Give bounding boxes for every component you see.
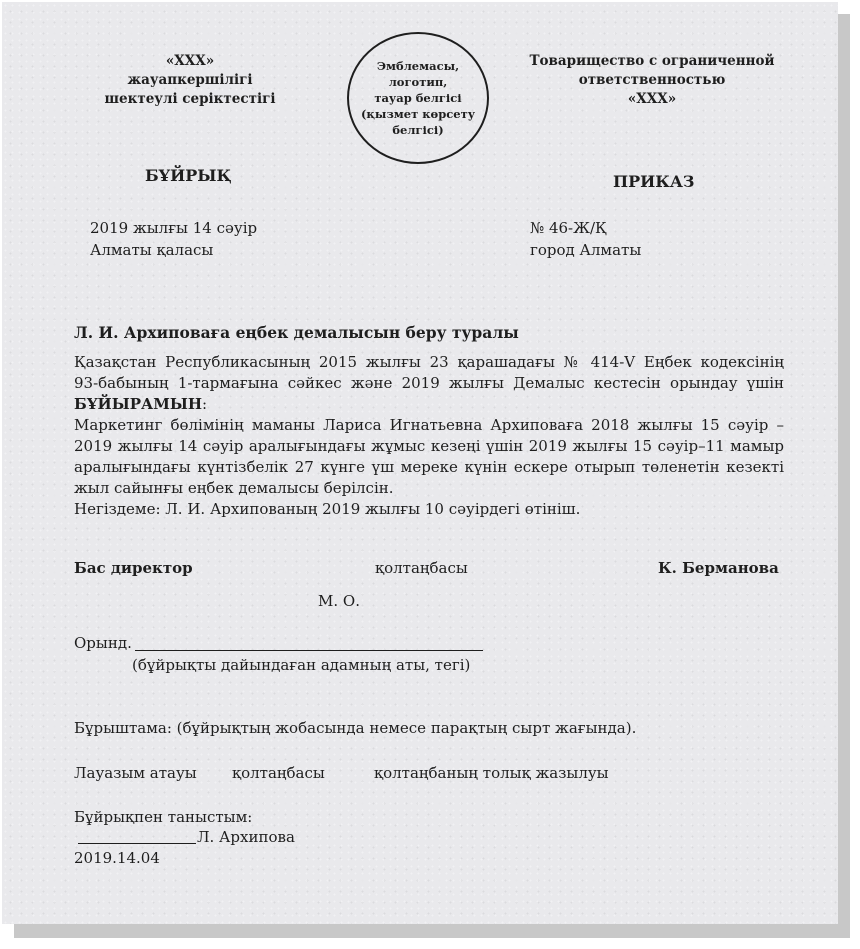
body-line: Маркетинг бөлімінің маманы Лариса Игнатьевна Архиповаға 2018 жылғы 15 сәуір – <box>74 416 784 434</box>
signature-placeholder: қолтаңбасы <box>375 559 468 577</box>
company-name-ru-line: «XXX» <box>627 91 677 107</box>
visa-col-fullname: қолтаңбаның толық жазылуы <box>374 764 609 782</box>
company-name-kz-line: «XXX» <box>165 53 215 69</box>
executor-caption: (бұйрықты дайындаған адамның аты, тегі) <box>132 656 471 674</box>
company-name-ru-line: ответственностью <box>578 72 726 88</box>
visa-col-signature: қолтаңбасы <box>232 764 325 782</box>
body-line: Қазақстан Республикасының 2015 жылғы 23 қарашадағы № 414-V Еңбек кодексінің <box>74 353 784 371</box>
emblem-line: логотип, <box>388 75 448 89</box>
order-basis: Негіздеме: Л. И. Архипованың 2019 жылғы 10 сәуірдегі өтініш. <box>74 500 581 518</box>
ack-date: 2019.14.04 <box>74 849 160 867</box>
signer-position: Бас директор <box>74 559 193 577</box>
company-name-kz-line: жауапкершілігі <box>127 72 253 88</box>
visa-text: Бұрыштама: (бұйрықтың жобасында немесе парақтың сырт жағында). <box>74 719 637 737</box>
stamp-place: М. О. <box>318 592 360 610</box>
body-line: аралығындағы күнтізбелік 27 күнге үш мереке күнін ескере отырып төленетін кезекті <box>74 458 784 476</box>
ack-signature-line <box>78 830 196 844</box>
body-line: 2019 жылғы 14 сәуір аралығындағы жұмыс кезеңі үшін 2019 жылғы 15 сәуір–11 мамыр <box>74 437 784 455</box>
order-number: № 46-Ж/Қ <box>530 219 607 237</box>
order-title-ru: ПРИКАЗ <box>613 172 695 191</box>
order-title-kz: БҰЙРЫҚ <box>145 166 232 185</box>
order-word: БҰЙЫРАМЫН <box>74 395 203 413</box>
emblem-line: Эмблемасы, <box>376 59 460 73</box>
emblem-line: (қызмет көрсету <box>360 107 476 121</box>
body-line: 93-бабының 1-тармағына сәйкес және 2019 жылғы Демалыс кестесін орындау үшін <box>74 374 784 392</box>
company-name-ru <box>517 52 787 109</box>
emblem-text <box>361 58 475 138</box>
order-city-kz: Алматы қаласы <box>90 241 214 259</box>
body-line: жыл сайынғы еңбек демалысы берілсін. <box>74 479 394 497</box>
company-name-ru-line: Товарищество с ограниченной <box>529 53 775 69</box>
executor-label: Орынд. <box>74 634 132 652</box>
emblem-line: тауар белгісі <box>374 91 462 105</box>
document-page <box>2 2 838 924</box>
company-name-kz-line: шектеулі серіктестігі <box>104 91 276 107</box>
order-date: 2019 жылғы 14 сәуір <box>90 219 258 237</box>
company-name-kz <box>78 52 302 109</box>
order-subject: Л. И. Архиповаға еңбек демалысын беру туралы <box>74 323 519 342</box>
ack-label: Бұйрықпен таныстым: <box>74 808 253 826</box>
order-body <box>74 352 784 520</box>
signer-name: К. Берманова <box>658 559 779 577</box>
emblem-line: белгісі) <box>392 123 444 137</box>
order-colon: : <box>202 395 208 413</box>
order-city-ru: город Алматы <box>530 241 642 259</box>
visa-col-position: Лауазым атауы <box>74 764 197 782</box>
executor-line <box>135 636 483 651</box>
ack-name: Л. Архипова <box>197 828 295 846</box>
emblem-circle <box>347 32 489 164</box>
